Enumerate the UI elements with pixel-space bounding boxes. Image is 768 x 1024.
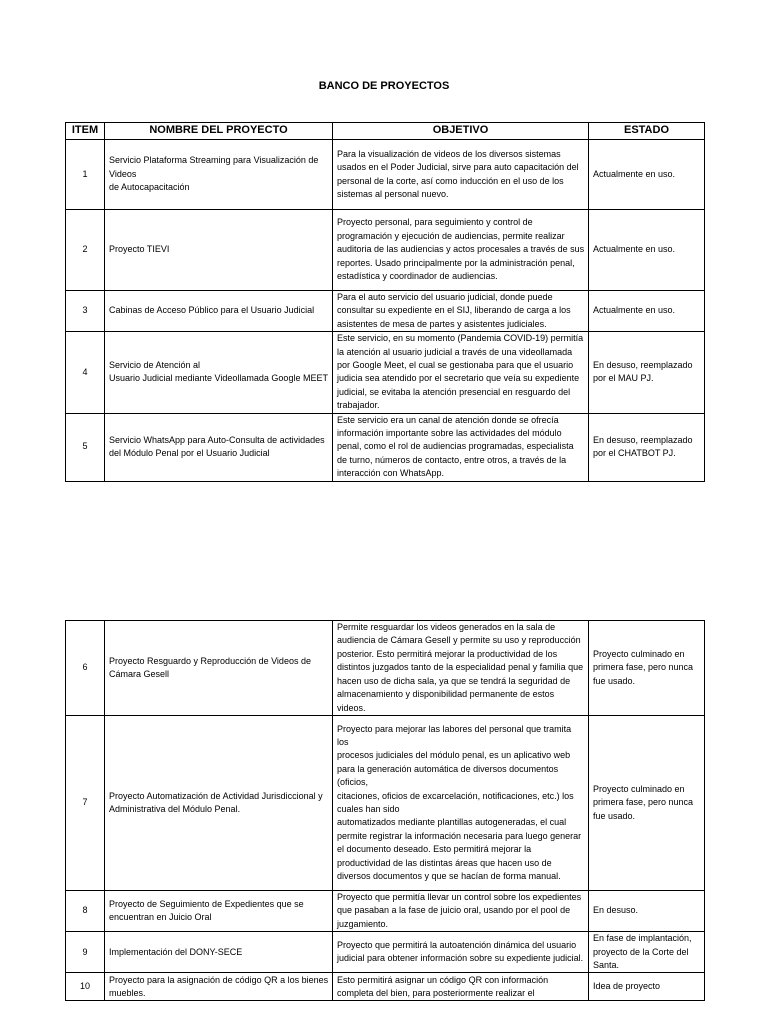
estado-cell: En fase de implantación, proyecto de la Corte del Santa. [589, 932, 705, 973]
table-row [66, 332, 705, 413]
nombre-cell: Proyecto Resguardo y Reproducción de Videos de Cámara Gesell [105, 621, 333, 716]
objetivo-cell: Permite resguardar los videos generados en la sala de audiencia de Cámara Gesell y permite su uso y reproducción posterior. Esto permitirá mejorar la productividad de los distintos juzgados tanto de la especialidad penal y familia que hacen uso de dicha sala, ya que se tendrá la seguridad de almacenamiento y disponibilidad permanente de estos videos. [333, 621, 589, 716]
estado-cell: En desuso. [589, 891, 705, 932]
objetivo-cell: Para el auto servicio del usuario judicial, donde puede consultar su expediente en el SIJ, liberando de carga a los asistentes de mesa de partes y asistentes judiciales. [333, 291, 589, 332]
nombre-cell: Servicio WhatsApp para Auto-Consulta de actividades del Módulo Penal por el Usuario Judicial [105, 413, 333, 481]
item-cell: 3 [66, 291, 105, 332]
nombre-cell: Proyecto Automatización de Actividad Jurisdiccional y Administrativa del Módulo Penal. [105, 716, 333, 891]
estado-cell: Actualmente en uso. [589, 140, 705, 210]
nombre-cell: Proyecto para la asignación de código QR a los bienes muebles. [105, 973, 333, 1001]
estado-cell: Proyecto culminado en primera fase, pero nunca fue usado. [589, 716, 705, 891]
table-row [66, 210, 705, 291]
item-cell: 4 [66, 332, 105, 413]
objetivo-cell: Proyecto para mejorar las labores del personal que tramita los procesos judiciales del módulo penal, es un aplicativo web para la generación automática de diversos documentos (oficios, citaciones, oficios de excarcelación, notificaciones, etc.) los cuales han sido automatizados mediante plantillas autogeneradas, el cual permite registrar la información necesaria para luego generar el documento deseado. Esto permitirá mejorar la productividad de las distintas áreas que hacen uso de diversos documentos y que se hacían de forma manual. [333, 716, 589, 891]
objetivo-cell: Este servicio, en su momento (Pandemia COVID-19) permitía la atención al usuario judicial a través de una videollamada por Google Meet, el cual se gestionaba para que el usuario judicia sea atendido por el secretario que veía su expediente judicial, se evitaba la atención presencial en resguardo del trabajador. [333, 332, 589, 413]
objetivo-cell: Este servicio era un canal de atención donde se ofrecía información importante sobre las actividades del módulo penal, como el rol de audiencias programadas, especialista de turno, números de contacto, entre otros, a través de la interacción con WhatsApp. [333, 413, 589, 481]
table-row [66, 291, 705, 332]
header-item: ITEM [66, 123, 105, 140]
nombre-cell: Proyecto TIEVI [105, 210, 333, 291]
estado-cell: En desuso, reemplazado por el MAU PJ. [589, 332, 705, 413]
table-header-row [66, 123, 705, 140]
objetivo-cell: Proyecto que permitirá la autoatención dinámica del usuario judicial para obtener información sobre su expediente judicial. [333, 932, 589, 973]
projects-table-page2 [65, 620, 705, 1001]
header-objetivo: OBJETIVO [333, 123, 589, 140]
table-row [66, 413, 705, 481]
item-cell: 5 [66, 413, 105, 481]
item-cell: 6 [66, 621, 105, 716]
nombre-cell: Servicio de Atención al Usuario Judicial mediante Videollamada Google MEET [105, 332, 333, 413]
estado-cell: Proyecto culminado en primera fase, pero nunca fue usado. [589, 621, 705, 716]
estado-cell: Idea de proyecto [589, 973, 705, 1001]
estado-cell: Actualmente en uso. [589, 210, 705, 291]
objetivo-cell: Proyecto que permitía llevar un control sobre los expedientes que pasaban a la fase de juicio oral, usando por el pool de juzgamiento. [333, 891, 589, 932]
nombre-cell: Implementación del DONY-SECE [105, 932, 333, 973]
nombre-cell: Proyecto de Seguimiento de Expedientes que se encuentran en Juicio Oral [105, 891, 333, 932]
estado-cell: En desuso, reemplazado por el CHATBOT PJ. [589, 413, 705, 481]
objetivo-cell: Proyecto personal, para seguimiento y control de programación y ejecución de audiencias, permite realizar auditoria de las audiencias y actos procesales a través de sus reportes. Usado principalmente por la administración penal, estadística y coordinador de audiencias. [333, 210, 589, 291]
projects-table-page1 [65, 122, 705, 482]
nombre-cell: Cabinas de Acceso Público para el Usuario Judicial [105, 291, 333, 332]
item-cell: 7 [66, 716, 105, 891]
table-row [66, 621, 705, 716]
nombre-cell: Servicio Plataforma Streaming para Visualización de Videos de Autocapacitación [105, 140, 333, 210]
table-row [66, 891, 705, 932]
item-cell: 8 [66, 891, 105, 932]
estado-cell: Actualmente en uso. [589, 291, 705, 332]
document-title: BANCO DE PROYECTOS [318, 80, 450, 92]
item-cell: 1 [66, 140, 105, 210]
table-row [66, 716, 705, 891]
item-cell: 10 [66, 973, 105, 1001]
table-row [66, 140, 705, 210]
header-estado: ESTADO [589, 123, 705, 140]
objetivo-cell: Para la visualización de videos de los diversos sistemas usados en el Poder Judicial, sirve para auto capacitación del personal de la corte, así como inducción en el uso de los sistemas al personal nuevo. [333, 140, 589, 210]
header-nombre: NOMBRE DEL PROYECTO [105, 123, 333, 140]
objetivo-cell: Esto permitirá asignar un código QR con información completa del bien, para posteriormente realizar el [333, 973, 589, 1001]
table-row [66, 973, 705, 1001]
table-row [66, 932, 705, 973]
item-cell: 2 [66, 210, 105, 291]
item-cell: 9 [66, 932, 105, 973]
